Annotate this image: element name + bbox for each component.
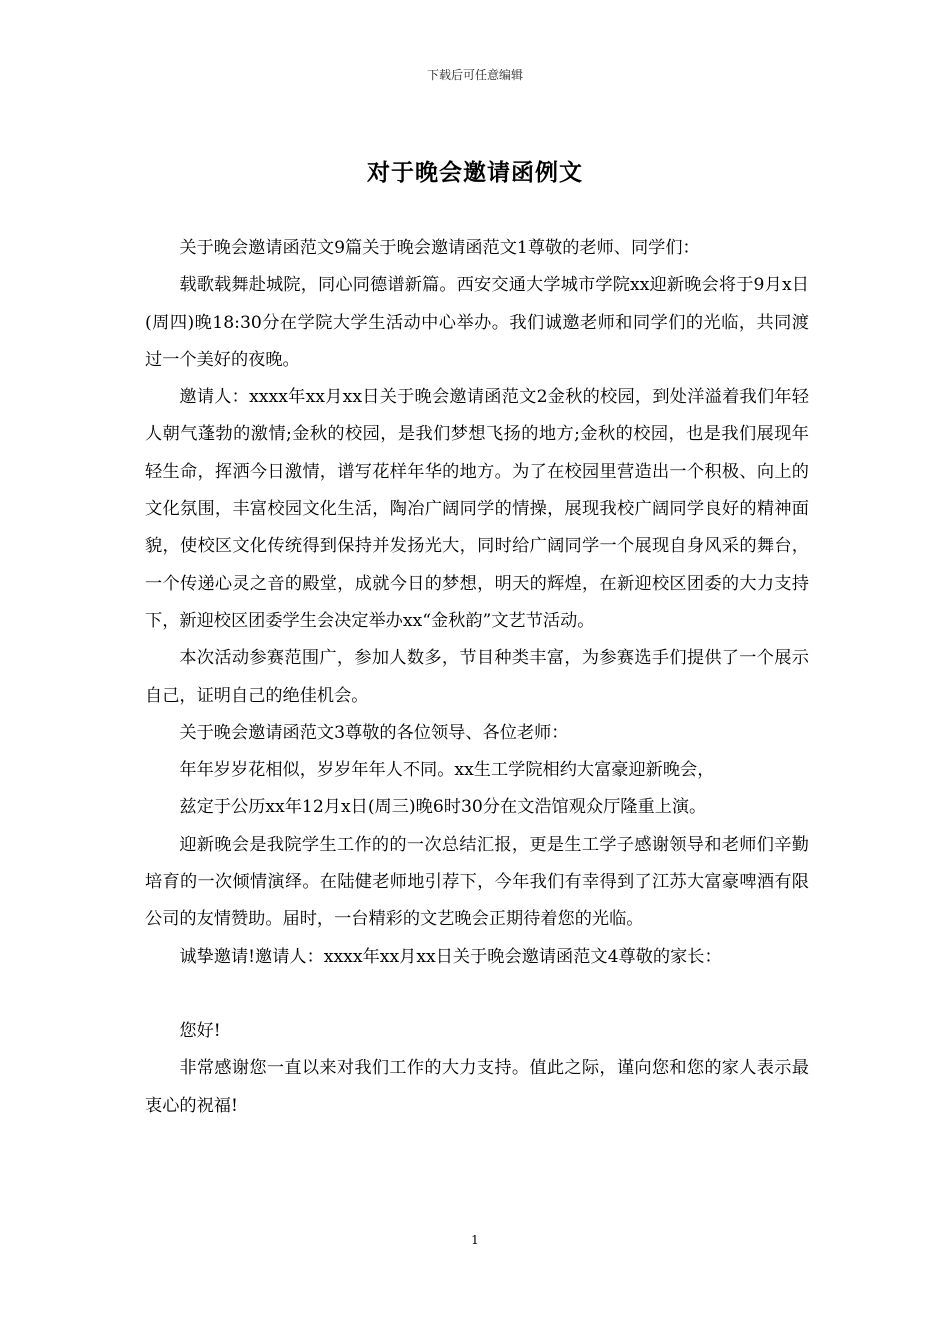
paragraph: 本次活动参赛范围广，参加人数多，节目种类丰富，为参赛选手们提供了一个展示自己，证明自己的绝佳机会。 [145, 648, 809, 706]
paragraph: 年年岁岁花相似，岁岁年年人不同。xx生工学院相约大富豪迎新晚会， [179, 760, 715, 781]
document-body [145, 230, 809, 1125]
paragraph: 非常感谢您一直以来对我们工作的大力支持。值此之际，谨向您和您的家人表示最衷心的祝福! [145, 1058, 809, 1116]
header-note: 下载后可任意编辑 [426, 68, 523, 82]
paragraph: 迎新晚会是我院学生工作的的一次总结汇报，更是生工学子感谢领导和老师们辛勤培育的一次倾情演绎。在陆健老师地引荐下，今年我们有幸得到了江苏大富豪啤酒有限公司的友情赞助。届时，一台精彩的文艺晚会正期待着您的光临。 [145, 834, 809, 930]
paragraph: 诚挚邀请!邀请人：xxxx年xx月xx日关于晚会邀请函范文4尊敬的家长： [179, 946, 722, 967]
page-number: 1 [471, 1233, 479, 1247]
paragraph: 关于晚会邀请函范文9篇关于晚会邀请函范文1尊敬的老师、同学们： [179, 238, 700, 258]
greeting-paragraph: 您好! [179, 1020, 221, 1041]
paragraph: 邀请人：xxxx年xx月xx日关于晚会邀请函范文2金秋的校园，到处洋溢着我们年轻人朝气蓬勃的激情;金秋的校园，是我们梦想飞扬的地方;金秋的校园，也是我们展现年轻生命，挥洒今日激情，谱写花样年华的地方。为了在校园里营造出一个积极、向上的文化氛围，丰富校园文化生活，陶冶广阔同学的情操，展现我校广阔同学良好的精神面貌，使校区文化传统得到保持并发扬光大，同时给广阔同学一个展现自身风采的舞台，一个传递心灵之音的殿堂，成就今日的梦想，明天的辉煌，在新迎校区团委的大力支持下，新迎校区团委学生会决定举办xx“金秋韵”文艺节活动。 [145, 387, 809, 631]
document-title: 对于晚会邀请函例文 [367, 159, 583, 186]
paragraph: 关于晚会邀请函范文3尊敬的各位领导、各位老师： [179, 722, 569, 743]
paragraph: 兹定于公历xx年12月x日(周三)晚6时30分在文浩馆观众厅隆重上演。 [179, 797, 707, 818]
paragraph: 载歌载舞赴城院，同心同德谱新篇。西安交通大学城市学院xx迎新晚会将于9月x日(周四)晚18:30分在学院大学生活动中心举办。我们诚邀老师和同学们的光临，共同渡过一个美好的夜晚。 [145, 275, 809, 370]
